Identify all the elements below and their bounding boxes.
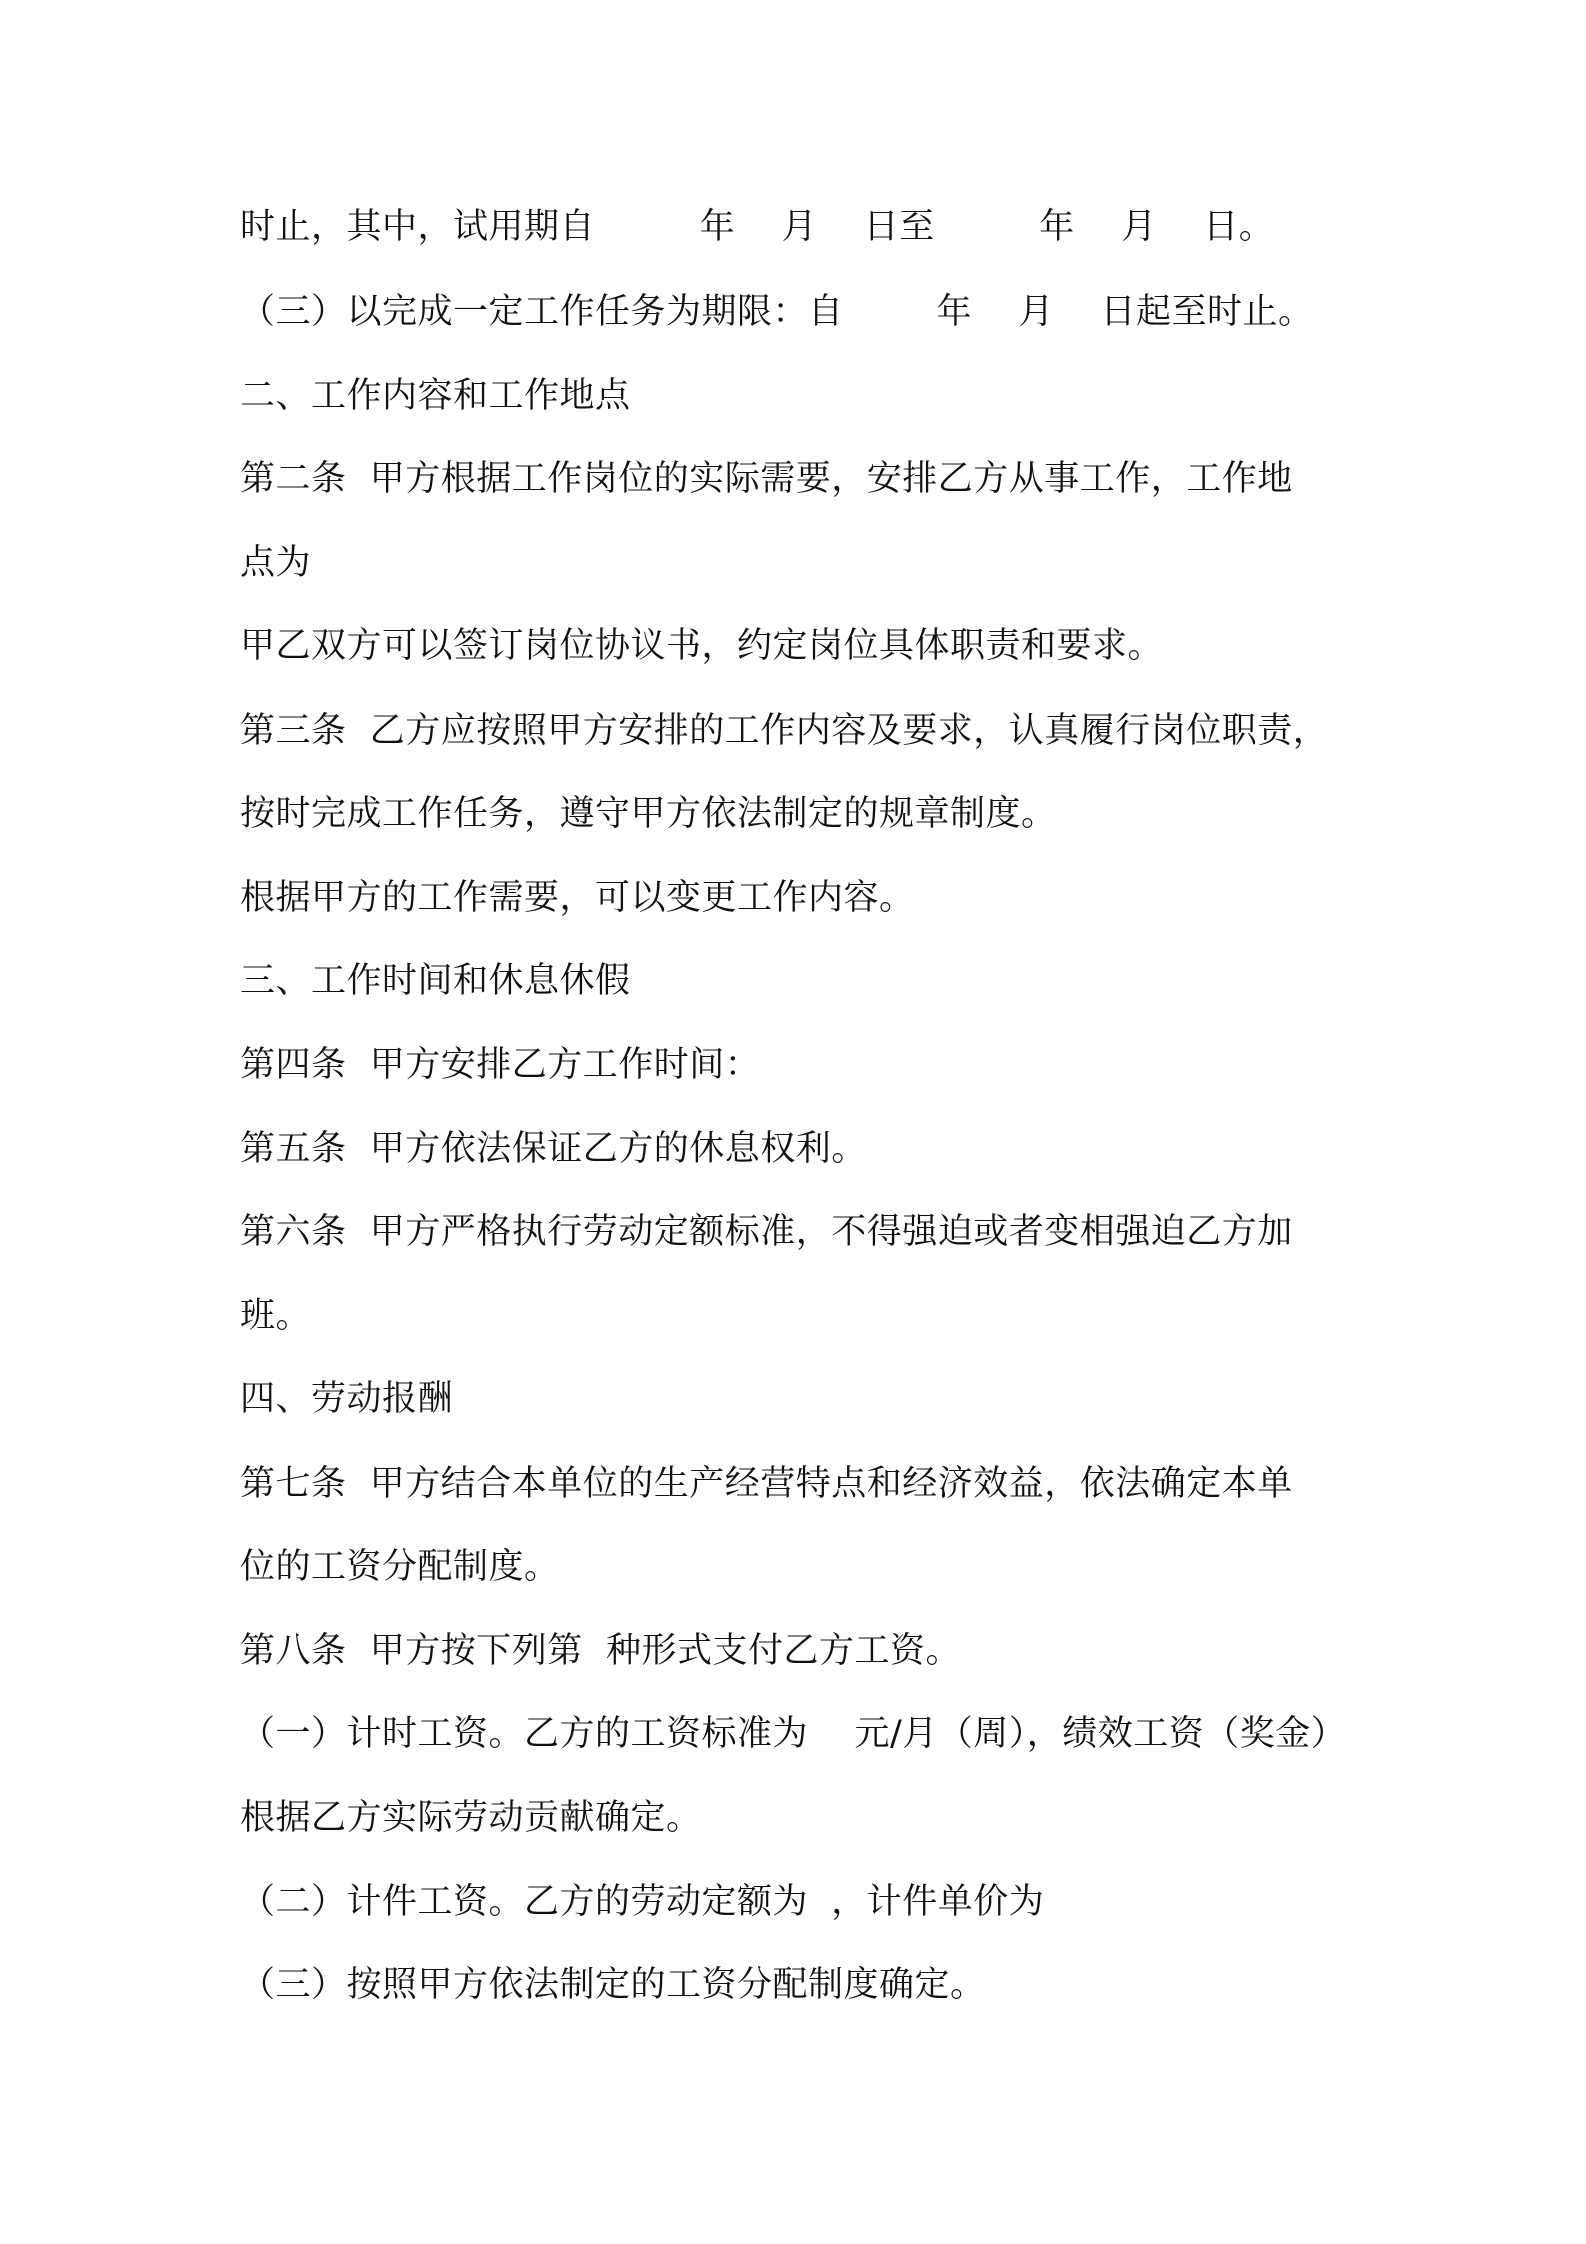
paragraph-line: 根据乙方实际劳动贡献确定。: [240, 1798, 702, 1838]
paragraph-line: 第五条 甲方依法保证乙方的休息权利。: [240, 1129, 867, 1169]
paragraph-line: （三）按照甲方依法制定的工资分配制度确定。: [240, 1965, 986, 2005]
paragraph-line: 根据甲方的工作需要，可以变更工作内容。: [240, 878, 915, 918]
paragraph-line: （二）计件工资。乙方的劳动定额为 ，计件单价为: [240, 1882, 1045, 1922]
paragraph-line: 第八条 甲方按下列第 种形式支付乙方工资。: [240, 1631, 962, 1671]
paragraph-line: 位的工资分配制度。: [240, 1547, 560, 1587]
paragraph-line: 点为: [240, 543, 312, 583]
paragraph-line: 第三条 乙方应按照甲方安排的工作内容及要求，认真履行岗位职责，: [240, 711, 1329, 751]
paragraph-line: 班。: [240, 1296, 312, 1336]
paragraph-line: （一）计时工资。乙方的工资标准为 元/月（周），绩效工资（奖金）: [240, 1714, 1347, 1754]
paragraph-line: 甲乙双方可以签订岗位协议书，约定岗位具体职责和要求。: [240, 626, 1164, 666]
paragraph-line: 第四条 甲方安排乙方工作时间：: [240, 1045, 761, 1085]
section-heading: 二、工作内容和工作地点: [240, 376, 631, 416]
paragraph-line: 时止，其中，试用期自 年 月 日至 年 月 日。: [240, 207, 1275, 247]
paragraph-line: 第七条 甲方结合本单位的生产经营特点和经济效益，依法确定本单: [240, 1464, 1293, 1504]
paragraph-line: 按时完成工作任务，遵守甲方依法制定的规章制度。: [240, 794, 1057, 834]
paragraph-line: 第六条 甲方严格执行劳动定额标准，不得强迫或者变相强迫乙方加: [240, 1212, 1293, 1252]
section-heading: 三、工作时间和休息休假: [240, 961, 631, 1001]
paragraph-line: 第二条 甲方根据工作岗位的实际需要，安排乙方从事工作，工作地: [240, 459, 1293, 499]
section-heading: 四、劳动报酬: [240, 1379, 454, 1419]
paragraph-line: （三）以完成一定工作任务为期限：自 年 月 日起至时止。: [240, 292, 1314, 332]
